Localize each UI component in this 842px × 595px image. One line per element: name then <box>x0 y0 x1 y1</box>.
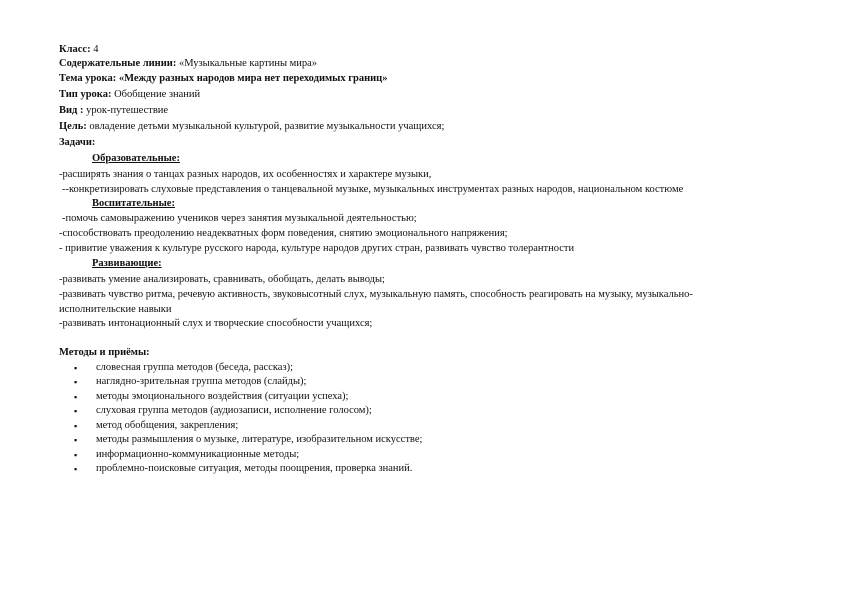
methods-item: слуховая группа методов (аудиозаписи, исполнение голосом); <box>96 405 372 416</box>
kind-line <box>59 105 168 117</box>
type-line <box>59 89 200 101</box>
bullet-icon: ▪ <box>74 464 78 474</box>
methods-item: наглядно-зрительная группа методов (слайды); <box>96 376 307 387</box>
methods-item: проблемно-поисковые ситуация, методы поощрения, проверка знаний. <box>96 463 413 474</box>
educational-item: --конкретизировать слуховые представления о танцевальной музыке, музыкальных инструментах разных народов, национальном костюме <box>62 184 684 195</box>
educational-title: Образовательные: <box>92 153 180 164</box>
bullet-icon: ▪ <box>74 435 78 445</box>
tasks-label: Задачи: <box>59 137 96 148</box>
methods-item: методы размышления о музыке, литературе, изобразительном искусстве; <box>96 434 423 445</box>
bullet-icon: ▪ <box>74 392 78 402</box>
methods-item: информационно-коммуникационные методы; <box>96 449 300 460</box>
methods-item: методы эмоционального воздействия (ситуации успеха); <box>96 391 349 402</box>
class-line <box>59 44 98 56</box>
methods-item: метод обобщения, закрепления; <box>96 420 239 431</box>
class-label: Класс: <box>59 44 91 55</box>
upbringing-item: -помочь самовыражению учеников через занятия музыкальной деятельностью; <box>62 213 417 224</box>
class-value: 4 <box>93 44 99 55</box>
bullet-icon: ▪ <box>74 363 78 373</box>
educational-item: -расширять знания о танцах разных народов, их особенностях и характере музыки, <box>59 169 432 180</box>
topic-value: «Между разных народов мира нет переходимых границ» <box>118 73 388 84</box>
bullet-icon: ▪ <box>74 450 78 460</box>
developing-item-continued: исполнительские навыки <box>59 304 172 315</box>
goal-value: овладение детьми музыкальной культурой, развитие музыкальности учащихся; <box>89 121 445 132</box>
developing-item: -развивать интонационный слух и творческие способности учащихся; <box>59 318 373 329</box>
bullet-icon: ▪ <box>74 377 78 387</box>
developing-item: -развивать умение анализировать, сравнивать, обобщать, делать выводы; <box>59 274 385 285</box>
lines-value: «Музыкальные картины мира» <box>178 58 318 69</box>
goal-label: Цель: <box>59 121 87 132</box>
upbringing-item: - привитие уважения к культуре русского народа, культуре народов других стран, развивать чувство толерантности <box>59 243 575 254</box>
methods-title: Методы и приёмы: <box>59 347 150 358</box>
type-label: Тип урока: <box>59 89 112 100</box>
type-value: Обобщение знаний <box>114 89 201 100</box>
methods-item: словесная группа методов (беседа, рассказ); <box>96 362 294 373</box>
developing-item: -развивать чувство ритма, речевую активность, звуковысотный слух, музыкальную память, способность реагировать на музыку, музыкально- <box>59 289 693 300</box>
topic-label: Тема урока: <box>59 73 117 84</box>
bullet-icon: ▪ <box>74 406 78 416</box>
lines-line <box>59 58 317 70</box>
lines-label: Содержательные линии: <box>59 58 177 69</box>
topic-line <box>59 73 387 85</box>
upbringing-item: -способствовать преодолению неадекватных форм поведения, снятию эмоционального напряжения; <box>59 228 508 239</box>
kind-label: Вид : <box>59 105 84 116</box>
kind-value: урок-путешествие <box>86 105 169 116</box>
bullet-icon: ▪ <box>74 421 78 431</box>
goal-line <box>59 121 444 133</box>
upbringing-title: Воспитательные: <box>92 198 175 209</box>
developing-title: Развивающие: <box>92 258 162 269</box>
